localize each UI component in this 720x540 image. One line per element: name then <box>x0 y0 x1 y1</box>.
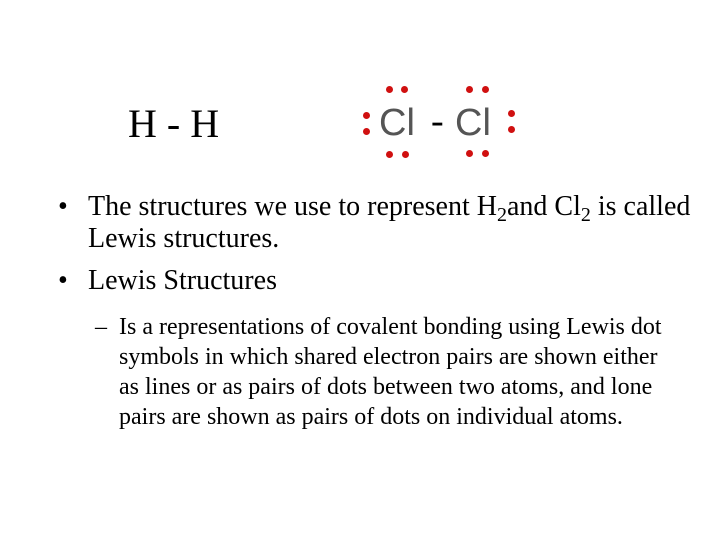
hydrogen-molecule-formula: H - H <box>128 101 220 146</box>
bullet-text: and Cl <box>506 191 581 222</box>
bullet-marker: • <box>58 265 68 296</box>
lone-pair-dot <box>363 112 370 119</box>
bullet-marker: • <box>58 191 68 222</box>
bullet-text: The structures we use to represent H <box>88 191 497 222</box>
lone-pair-dot <box>466 86 473 93</box>
bullet-item-structures <box>58 191 698 255</box>
lone-pair-dot <box>401 86 408 93</box>
lone-pair-dot <box>466 150 473 157</box>
sub-bullet-text: Is a representations of covalent bonding using Lewis dot symbols in which shared electron pairs are shown either as lines or as pairs of dots between two atoms, and lone pairs are shown as pairs of dots on individual atoms. <box>119 314 662 430</box>
chlorine-lewis-structure <box>352 78 522 168</box>
lone-pair-dot <box>482 86 489 93</box>
sub-bullet-definition <box>95 312 679 432</box>
lone-pair-dot <box>386 151 393 158</box>
sub-bullet-marker: – <box>95 314 107 340</box>
lone-pair-dot <box>363 128 370 135</box>
single-bond-line: - <box>431 100 444 142</box>
bullet-text: Lewis Structures <box>88 265 277 296</box>
bullet-list <box>58 191 698 307</box>
subscript-two: 2 <box>496 204 507 226</box>
lone-pair-dot <box>482 150 489 157</box>
chlorine-atom-right: Cl <box>455 102 491 144</box>
lone-pair-dot <box>508 110 515 117</box>
chlorine-atom-left: Cl <box>379 102 415 144</box>
lone-pair-dot <box>386 86 393 93</box>
lone-pair-dot <box>402 151 409 158</box>
bullet-item-lewis-structures <box>58 265 698 297</box>
bullet-text: is called Lewis structures. <box>88 191 691 254</box>
subscript-two: 2 <box>580 204 591 226</box>
lone-pair-dot <box>508 126 515 133</box>
